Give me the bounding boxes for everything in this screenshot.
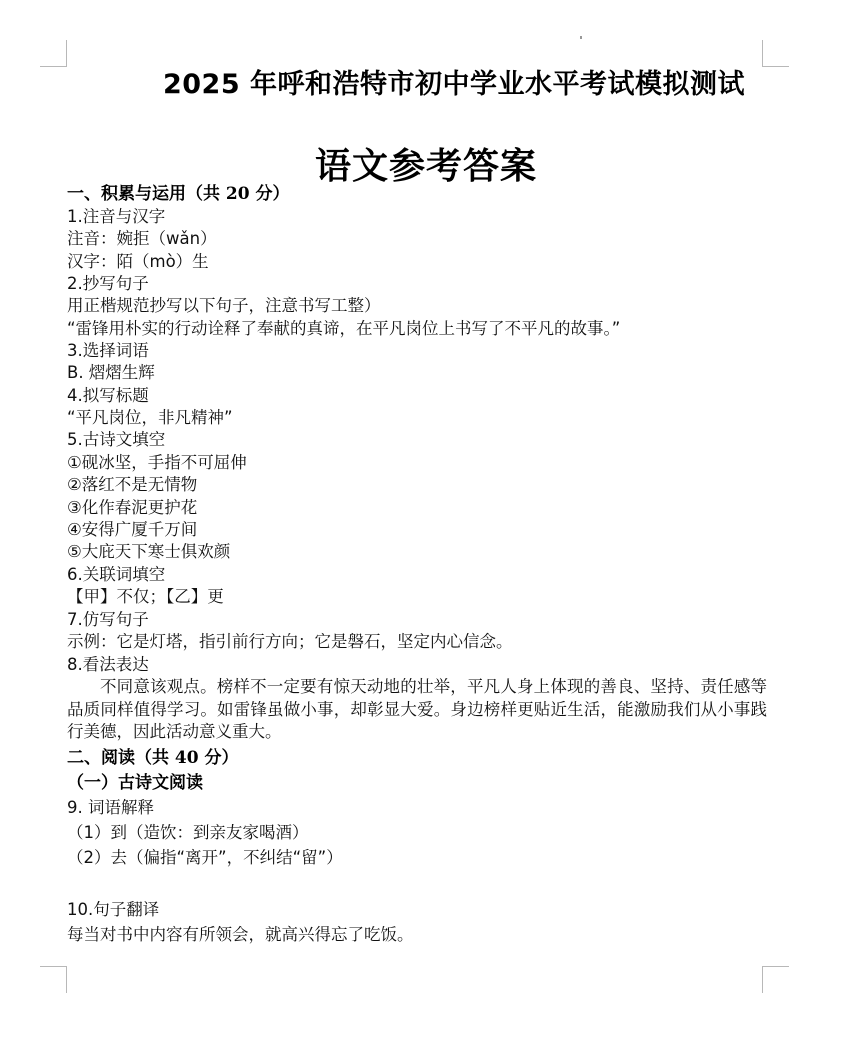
answer-line: ②落红不是无情物 (67, 475, 198, 494)
margin-corner-mark (40, 966, 67, 993)
answer-line: 【甲】不仅；【乙】更 (67, 587, 224, 606)
answer-line: ①砚冰坚，手指不可屈伸 (67, 453, 247, 472)
question-heading: 10.句子翻译 (67, 900, 160, 919)
section-heading: 一、积累与运用（共 20 分） (67, 184, 290, 204)
section-heading: 二、阅读（共 40 分） (67, 748, 239, 768)
answer-line: ⑤大庇天下寒士俱欢颜 (67, 542, 231, 561)
answer-line: 汉字：陌（mò）生 (67, 252, 209, 271)
question-heading: 2.抄写句子 (67, 274, 149, 293)
answer-line: ④安得广厦千万间 (67, 520, 198, 539)
answer-line: B. 熠熠生辉 (67, 363, 155, 382)
exam-title: 2025 年呼和浩特市初中学业水平考试模拟测试 (162, 69, 746, 100)
question-heading: 4.拟写标题 (67, 386, 149, 405)
subsection-heading: （一）古诗文阅读 (67, 773, 203, 793)
question-heading: 3.选择词语 (67, 341, 149, 360)
question-heading: 7.仿写句子 (67, 610, 149, 629)
answer-line: （2）去（偏指“离开”，不纠结“留”） (67, 848, 343, 867)
question-heading: 5.古诗文填空 (67, 430, 166, 449)
answer-line: 注音：婉拒（wǎn） (67, 229, 217, 248)
answer-line: 示例：它是灯塔，指引前行方向；它是磐石，坚定内心信念。 (67, 632, 513, 651)
answer-line: 每当对书中内容有所领会，就高兴得忘了吃饭。 (67, 925, 414, 944)
answer-line: “平凡岗位，非凡精神” (67, 408, 233, 427)
answer-key-title: 语文参考答案 (314, 145, 537, 187)
margin-corner-mark (762, 966, 789, 993)
question-heading: 8.看法表达 (67, 655, 149, 674)
question-heading: 9. 词语解释 (67, 798, 154, 817)
answer-paragraph: 不同意该观点。榜样不一定要有惊天动地的壮举，平凡人身上体现的善良、坚持、责任感等品质同样值得学习。如雷锋虽做小事，却彰显大爱。身边榜样更贴近生活，能激励我们从小事践行美德，因此活动意义重大。 (67, 677, 767, 741)
answer-line: “雷锋用朴实的行动诠释了奉献的真谛，在平凡岗位上书写了不平凡的故事。” (67, 319, 621, 338)
question-heading: 1.注音与汉字 (67, 207, 166, 226)
stray-mark (580, 36, 582, 39)
answer-line: 用正楷规范抄写以下句子，注意书写工整） (67, 296, 381, 315)
answer-line: ③化作春泥更护花 (67, 498, 198, 517)
question-heading: 6.关联词填空 (67, 565, 166, 584)
answer-line: （1）到（造饮：到亲友家喝酒） (67, 823, 309, 842)
